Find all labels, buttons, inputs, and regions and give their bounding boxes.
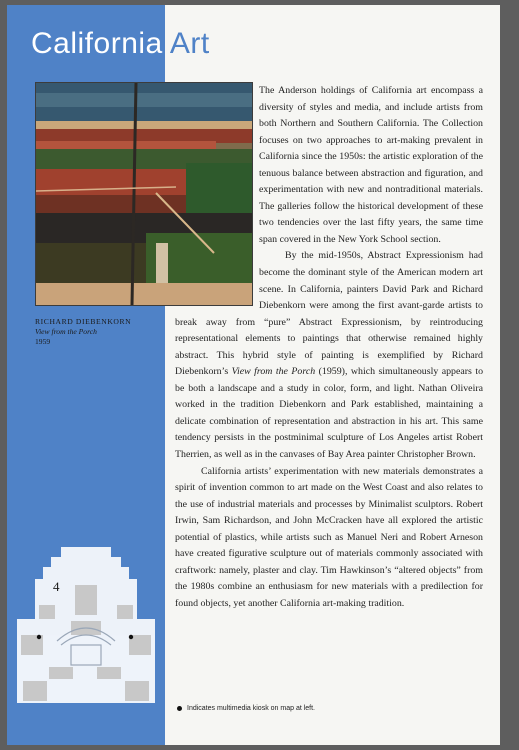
brochure-page bbox=[7, 5, 500, 745]
paragraph-new-materials: California artists’ experimentation with new materials demonstrates a spirit of invention common to art made on the West Coast and also relates to the use of industrial materials and processes by Minimalist sculptors. Robert Irwin, Sam Richardson, and John McCracken have all explored the artistic potential of plastics, while artists such as Manuel Neri and Robert Arneson have created figurative sculpture out of materials commonly associated with craftwork: namely, plaster and clay. Tim Hawkinson’s “altered objects” from the 1980s combine an enthusiasm for new materials with a predilection for found objects, yet another California art-making tradition. bbox=[175, 465, 483, 609]
footnote-text: Indicates multimedia kiosk on map at left. bbox=[187, 705, 316, 712]
caption-title: View from the Porch bbox=[35, 327, 97, 336]
title-bar bbox=[165, 5, 500, 65]
paragraph-2-part-b: (1959), which simultaneously appears to be both a landscape and a study in color, form, and light. Nathan Oliveira worked in the tradition Diebenkorn and Park established, maintaining a delicate combination of representation and abstraction in his art. This same tendency persists in the postminimal sculpture of Los Angeles artist Robert Therrien, as well as in the canvases of Bay Area painter Christopher Brown. bbox=[175, 366, 484, 461]
page-title bbox=[31, 27, 210, 61]
paragraph-intro: The Anderson holdings of California art encompass a diversity of styles and media, and include artists from both Northern and Southern California. The Collection focuses on two approaches to art-making prevalent in California since the 1950s: the artistic exploration of the tenuous balance between abstraction and figuration, and experimentation with new and nontraditional materials. The galleries follow the historical development of these two tendencies over the last fifty years, the same time span covered in the New York School section. bbox=[259, 85, 483, 245]
kiosk-bullet-icon bbox=[177, 706, 182, 711]
map-footnote bbox=[177, 705, 315, 712]
map-section-number: 4 bbox=[53, 579, 60, 594]
caption-year: 1959 bbox=[35, 337, 51, 346]
paragraph-2-part-a: By the mid-1950s, Abstract Expressionism had become the dominant style of the American modern art scene. In California, painters David Park and Richard Diebenkorn were among the first avant-garde artists to break away from “pure” Abstract Expressionism, by reintroducing representational elements to paintings that otherwise remained highly abstract. This hybrid style of painting is exemplified by Richard Diebenkorn’s bbox=[175, 250, 483, 378]
title-word-art: Art bbox=[169, 27, 210, 60]
float-spacer bbox=[175, 83, 259, 310]
title-word-california: California bbox=[31, 27, 163, 60]
paragraph-2-artwork-title: View from the Porch bbox=[231, 366, 316, 378]
body-text bbox=[175, 83, 483, 613]
gallery-floor-map bbox=[13, 545, 159, 705]
painting-caption bbox=[35, 317, 160, 347]
caption-artist: RICHARD DIEBENKORN bbox=[35, 317, 132, 326]
